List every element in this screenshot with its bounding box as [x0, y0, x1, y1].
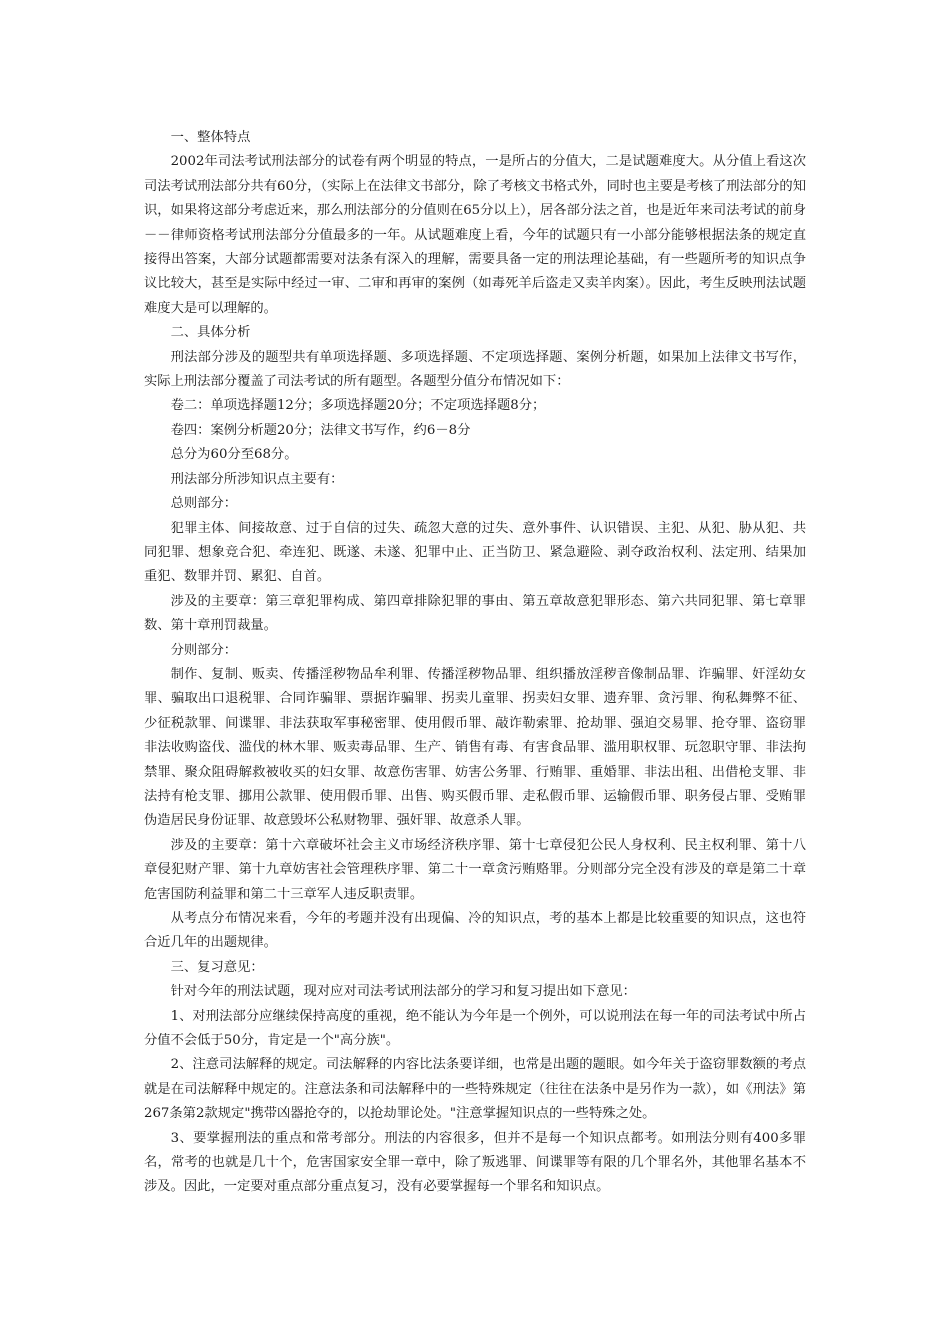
- paragraph-knowledge-points-intro: 刑法部分所涉知识点主要有：: [170, 471, 344, 487]
- paragraph-general-part-chapters: 涉及的主要章：第三章犯罪构成、第四章排除犯罪的事由、第五章故意犯罪形态、第六共同犯罪、第七章罪数、第十章刑罚裁量。: [144, 593, 806, 634]
- paragraph-advice-1: 1、对刑法部分应继续保持高度的重视，绝不能认为今年是一个例外，可以说刑法在每一年的司法考试中所占分值不会低于50分，肯定是一个"高分族"。: [144, 1008, 806, 1049]
- paragraph-distribution-summary: 从考点分布情况来看，今年的考题并没有出现偏、冷的知识点，考的基本上都是比较重要的知识点，这也符合近几年的出题规律。: [144, 911, 806, 951]
- paragraph-advice-intro: 针对今年的刑法试题，现对应对司法考试刑法部分的学习和复习提出如下意见：: [170, 984, 636, 1000]
- paragraph-advice-3: 3、要掌握刑法的重点和常考部分。刑法的内容很多，但并不是每一个知识点都考。如刑法分则有400多罪名，常考的也就是几十个，危害国家安全罪一章中，除了叛逃罪、间谍罪等有限的几个罪名外，其他罪名基本不涉及。因此，一定要对重点部分重点复习，没有必要掌握每一个罪名和知识点。: [144, 1130, 806, 1195]
- paragraph-specific-part-chapters: 涉及的主要章：第十六章破坏社会主义市场经济秩序罪、第十七章侵犯公民人身权利、民主权利罪、第十八章侵犯财产罪、第十九章妨害社会管理秩序罪、第二十一章贪污贿赂罪。分则部分完全没有涉及的章是第二十章危害国防利益罪和第二十三章军人违反职责罪。: [144, 837, 806, 902]
- paragraph-paper-four: 卷四：案例分析题20分；法律文书写作，约6－8分: [170, 422, 471, 438]
- paragraph-general-part-points: 犯罪主体、间接故意、过于自信的过失、疏忽大意的过失、意外事件、认识错误、主犯、从犯、胁从犯、共同犯罪、想象竞合犯、牵连犯、既遂、未遂、犯罪中止、正当防卫、紧急避险、剥夺政治权利、法定刑、结果加重犯、数罪并罚、累犯、自首。: [144, 520, 806, 585]
- heading-specific-analysis: 二、具体分析: [170, 325, 251, 341]
- subheading-specific-part: 分则部分：: [170, 642, 238, 658]
- paragraph-question-types: 刑法部分涉及的题型共有单项选择题、多项选择题、不定项选择题、案例分析题，如果加上法律文书写作，实际上刑法部分覆盖了司法考试的所有题型。各题型分值分布情况如下：: [144, 349, 806, 390]
- heading-review-advice: 三、复习意见：: [170, 959, 264, 975]
- document-body: [144, 126, 806, 1200]
- paragraph-paper-two: 卷二：单项选择题12分；多项选择题20分；不定项选择题8分；: [170, 398, 546, 414]
- subheading-general-part: 总则部分：: [170, 496, 238, 512]
- heading-overall-features: 一、整体特点: [170, 130, 251, 145]
- paragraph-overview: 2002年司法考试刑法部分的试卷有两个明显的特点，一是所占的分值大，二是试题难度大。从分值上看这次司法考试刑法部分共有60分，（实际上在法律文书部分，除了考核文书格式外，同时也主要是考核了刑法部分的知识，如果将这部分考虑近来，那么刑法部分的分值则在65分以上），居各部分法之首，也是近年来司法考试的前身－－律师资格考试刑法部分分值最多的一年。从试题难度上看，今年的试题只有一小部分能够根据法条的规定直接得出答案，大部分试题都需要对法条有深入的理解，需要具备一定的刑法理论基础，有一些题所考的知识点争议比较大，甚至是实际中经过一审、二审和再审的案例（如毒死羊后盗走又卖羊肉案）。因此，考生反映刑法试题难度大是可以理解的。: [144, 154, 806, 316]
- paragraph-specific-part-crimes: 制作、复制、贩卖、传播淫秽物品牟利罪、传播淫秽物品罪、组织播放淫秽音像制品罪、诈骗罪、奸淫幼女罪、骗取出口退税罪、合同诈骗罪、票据诈骗罪、拐卖儿童罪、拐卖妇女罪、遗弃罪、贪污罪、徇私舞弊不征、少征税款罪、间谍罪、非法获取军事秘密罪、使用假币罪、敲诈勒索罪、抢劫罪、强迫交易罪、抢夺罪、盗窃罪非法收购盗伐、滥伐的林木罪、贩卖毒品罪、生产、销售有毒、有害食品罪、滥用职权罪、玩忽职守罪、非法拘禁罪、聚众阻碍解救被收买的妇女罪、故意伤害罪、妨害公务罪、行贿罪、重婚罪、非法出租、出借枪支罪、非法持有枪支罪、挪用公款罪、使用假币罪、出售、购买假币罪、走私假币罪、运输假币罪、职务侵占罪、受贿罪伪造居民身份证罪、故意毁坏公私财物罪、强奸罪、故意杀人罪。: [144, 666, 806, 829]
- paragraph-advice-2: 2、注意司法解释的规定。司法解释的内容比法条要详细，也常是出题的题眼。如今年关于盗窃罪数额的考点就是在司法解释中规定的。注意法条和司法解释中的一些特殊规定（往往在法条中是另作为一款），如《刑法》第267条第2款规定"携带凶器抢夺的，以抢劫罪论处。"注意掌握知识点的一些特殊之处。: [144, 1057, 806, 1122]
- paragraph-total-score: 总分为60分至68分。: [170, 447, 298, 463]
